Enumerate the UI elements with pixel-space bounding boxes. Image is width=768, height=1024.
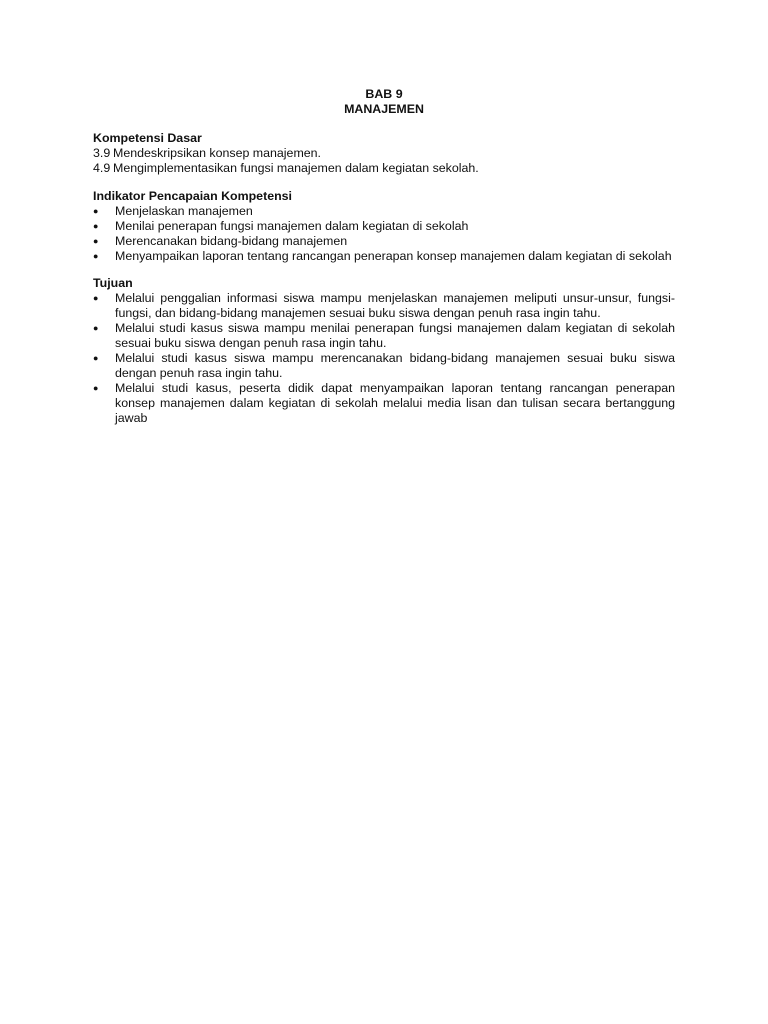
- kompetensi-number: 4.9: [93, 161, 111, 175]
- indikator-text: Menjelaskan manajemen: [115, 204, 253, 218]
- bullet-icon: ●: [93, 236, 99, 246]
- indikator-text: Menilai penerapan fungsi manajemen dalam kegiatan di sekolah: [115, 219, 469, 233]
- bullet-icon: ●: [93, 353, 99, 363]
- list-item: [93, 351, 675, 381]
- bullet-icon: ●: [93, 383, 99, 393]
- bullet-icon: ●: [93, 323, 99, 333]
- kompetensi-item: [93, 161, 675, 176]
- kompetensi-item: [93, 146, 675, 161]
- bullet-icon: ●: [93, 206, 99, 216]
- tujuan-heading: Tujuan: [93, 276, 133, 290]
- chapter-title: MANAJEMEN: [344, 102, 424, 116]
- kompetensi-text: Mendeskripsikan konsep manajemen.: [113, 146, 321, 160]
- list-item: [93, 381, 675, 426]
- list-item: [93, 249, 675, 264]
- bullet-icon: ●: [93, 221, 99, 231]
- list-item: [93, 234, 675, 249]
- tujuan-text: Melalui studi kasus siswa mampu menilai penerapan fungsi manajemen dalam kegiatan di sekolah sesuai buku siswa dengan penuh rasa ingin tahu.: [115, 321, 675, 350]
- kompetensi-text: Mengimplementasikan fungsi manajemen dalam kegiatan sekolah.: [113, 161, 479, 175]
- indikator-heading: Indikator Pencapaian Kompetensi: [93, 189, 292, 203]
- document-page: [93, 87, 675, 426]
- indikator-list: [93, 204, 675, 264]
- kompetensi-dasar-heading: Kompetensi Dasar: [93, 131, 202, 145]
- list-item: [93, 219, 675, 234]
- indikator-text: Menyampaikan laporan tentang rancangan penerapan konsep manajemen dalam kegiatan di sekolah: [115, 249, 672, 263]
- bullet-icon: ●: [93, 251, 99, 261]
- indikator-text: Merencanakan bidang-bidang manajemen: [115, 234, 348, 248]
- bullet-icon: ●: [93, 293, 99, 303]
- tujuan-text: Melalui studi kasus siswa mampu merencanakan bidang-bidang manajemen sesuai buku siswa dengan penuh rasa ingin tahu.: [115, 351, 675, 380]
- list-item: [93, 291, 675, 321]
- tujuan-text: Melalui studi kasus, peserta didik dapat menyampaikan laporan tentang rancangan penerapan konsep manajemen dalam kegiatan di sekolah melalui media lisan dan tulisan secara bertanggung jawab: [115, 381, 675, 425]
- kompetensi-dasar-list: [93, 146, 675, 176]
- list-item: [93, 204, 675, 219]
- tujuan-list: [93, 291, 675, 426]
- list-item: [93, 321, 675, 351]
- tujuan-text: Melalui penggalian informasi siswa mampu menjelaskan manajemen meliputi unsur-unsur, fungsi-fungsi, dan bidang-bidang manajemen sesuai buku siswa dengan penuh rasa ingin tahu.: [115, 291, 675, 320]
- kompetensi-number: 3.9: [93, 146, 111, 160]
- chapter-number: BAB 9: [365, 87, 403, 101]
